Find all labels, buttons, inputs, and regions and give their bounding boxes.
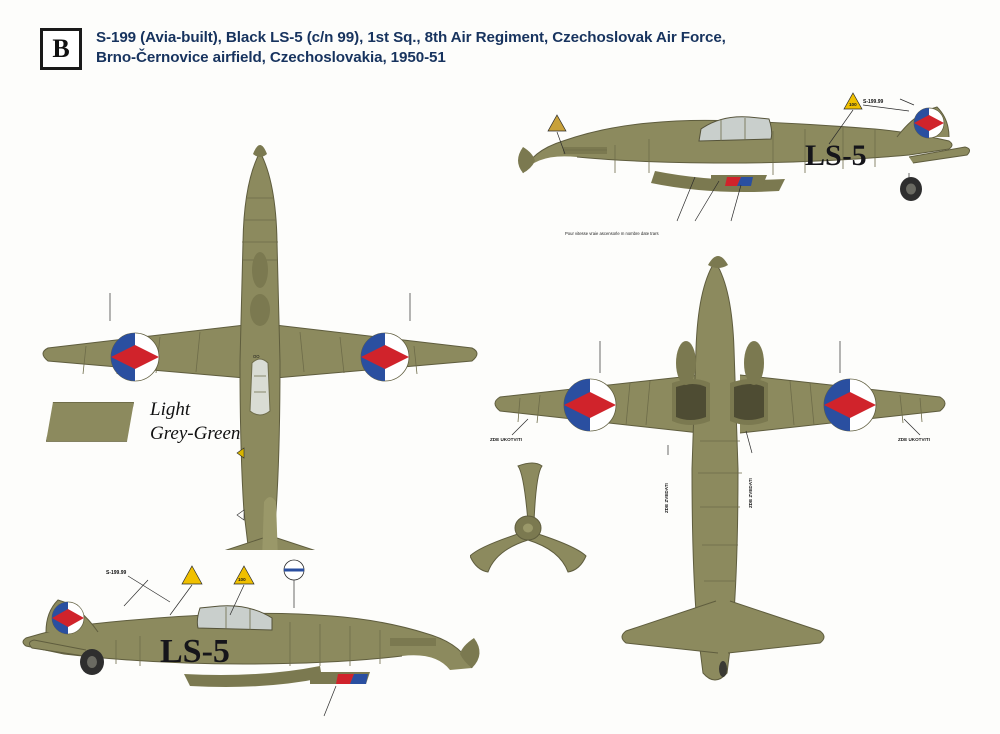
- roundel-left-wing-bottom: [564, 379, 616, 431]
- top-plan-view: [20, 110, 480, 550]
- variant-letter-box: [40, 28, 82, 70]
- triangle-marker-icon: [237, 448, 244, 458]
- roundel-right-wing-bottom: [824, 379, 876, 431]
- left-side-profile-view: [20, 540, 500, 730]
- right-side-profile-view: [505, 85, 975, 250]
- roundel-left-wing: [111, 333, 159, 381]
- triangle-warning-icon: [548, 115, 566, 131]
- roundel-tail-right: [914, 108, 944, 138]
- serial-stencil-left: S-199.99: [106, 570, 127, 576]
- legend-line-1: Light: [150, 399, 191, 420]
- roundel-tail-left: [52, 602, 84, 634]
- triangle-warning-icon: [182, 566, 202, 584]
- jack-stencil-left: ZDE ZVEDATI: [664, 483, 669, 513]
- aircraft-code-right: LS-5: [805, 139, 867, 172]
- octane-stencil: 100: [849, 102, 857, 107]
- octane-stencil-left: 100: [238, 577, 246, 582]
- caption-line-1: S-199 (Avia-built), Black LS-5 (c/n 99), 1st Sq., 8th Air Regiment, Czechoslovak Air Force,: [96, 29, 726, 46]
- variant-letter: B: [52, 34, 70, 63]
- caption-line-2: Brno-Černovice airfield, Czechoslovakia, 1950-51: [96, 49, 446, 67]
- anchor-stencil-left: ZDE UKOTVITI: [490, 437, 522, 442]
- legend-line-2: Grey-Green: [150, 422, 241, 444]
- anchor-stencil-right: ZDE UKOTVITI: [898, 437, 930, 442]
- jack-stencil-right: ZDE ZVEDATI: [748, 478, 753, 508]
- roundel-right-wing: [361, 333, 409, 381]
- aircraft-code-left: LS-5: [160, 633, 230, 670]
- note-stencil: Pour vitesse vraie ascensorle m nombre date trars: [565, 231, 659, 236]
- svg-text:OO: OO: [253, 354, 260, 359]
- triangle-marker-icon: [237, 510, 244, 520]
- serial-stencil: S-199.99: [863, 99, 884, 105]
- page-title: [96, 28, 726, 69]
- header: [40, 28, 726, 70]
